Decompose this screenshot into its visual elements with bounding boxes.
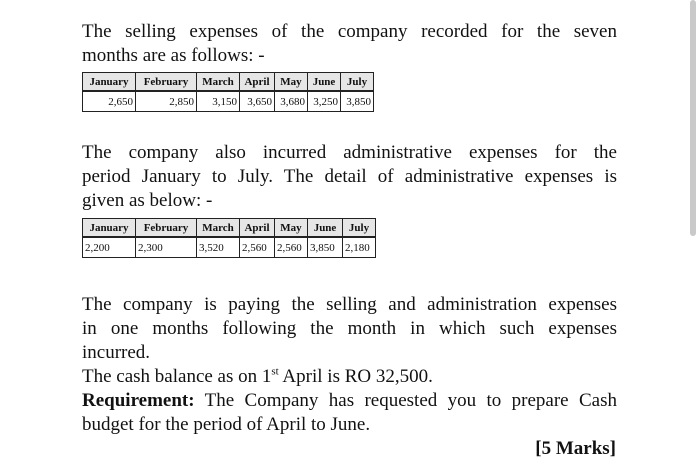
admin-expenses-table bbox=[82, 218, 376, 258]
admin-line-1: The company also incurred administrative expenses for the bbox=[82, 142, 617, 163]
header-may: May bbox=[275, 219, 308, 238]
header-april: April bbox=[240, 219, 275, 238]
cell-june: 3,850 bbox=[308, 237, 343, 258]
header-january: January bbox=[83, 73, 136, 92]
header-april: April bbox=[240, 73, 275, 92]
selling-expenses-intro bbox=[82, 20, 617, 68]
cell-may: 3,680 bbox=[275, 91, 308, 112]
cell-february: 2,850 bbox=[136, 91, 197, 112]
header-march: March bbox=[197, 219, 240, 238]
cell-june: 3,250 bbox=[308, 91, 341, 112]
header-july: July bbox=[341, 73, 374, 92]
scrollbar[interactable] bbox=[690, 0, 696, 236]
header-january: January bbox=[83, 219, 136, 238]
requirement-line-1 bbox=[82, 389, 617, 413]
payment-line-1: The company is paying the selling and administration expenses bbox=[82, 294, 617, 315]
marks-label: [5 Marks] bbox=[535, 438, 616, 459]
cash-balance-suffix: April is RO 32,500. bbox=[278, 366, 433, 387]
header-june: June bbox=[308, 219, 343, 238]
table-header-row bbox=[83, 73, 374, 92]
intro-line-2: months are as follows: - bbox=[82, 45, 265, 66]
payment-line-2: in one months following the month in which such expenses bbox=[82, 318, 617, 339]
table-header-row bbox=[83, 219, 376, 238]
cell-march: 3,150 bbox=[197, 91, 240, 112]
table-row bbox=[83, 237, 376, 258]
payment-terms bbox=[82, 293, 617, 437]
cell-may: 2,560 bbox=[275, 237, 308, 258]
admin-line-2: period January to July. The detail of administrative expenses is bbox=[82, 166, 617, 187]
selling-expenses-table bbox=[82, 72, 374, 112]
cell-july: 2,180 bbox=[343, 237, 376, 258]
header-june: June bbox=[308, 73, 341, 92]
cash-balance-prefix: The cash balance as on 1 bbox=[82, 366, 272, 387]
requirement-line-2: budget for the period of April to June. bbox=[82, 414, 371, 435]
header-may: May bbox=[275, 73, 308, 92]
header-february: February bbox=[136, 73, 197, 92]
cell-january: 2,200 bbox=[83, 237, 136, 258]
cash-balance-sup: st bbox=[271, 365, 279, 378]
requirement-text-1: The Company has requested you to prepare Cash bbox=[194, 390, 617, 411]
cell-july: 3,850 bbox=[341, 91, 374, 112]
intro-line-1: The selling expenses of the company recorded for the seven bbox=[82, 21, 617, 42]
payment-line-3: incurred. bbox=[82, 342, 151, 363]
header-february: February bbox=[136, 219, 197, 238]
requirement-label: Requirement: bbox=[82, 390, 195, 411]
header-july: July bbox=[343, 219, 376, 238]
cash-balance-line bbox=[82, 365, 617, 389]
admin-expenses-intro bbox=[82, 141, 617, 213]
cell-april: 3,650 bbox=[240, 91, 275, 112]
header-march: March bbox=[197, 73, 240, 92]
cell-february: 2,300 bbox=[136, 237, 197, 258]
admin-line-3: given as below: - bbox=[82, 190, 213, 211]
table-row bbox=[83, 91, 374, 112]
cell-january: 2,650 bbox=[83, 91, 136, 112]
cell-april: 2,560 bbox=[240, 237, 275, 258]
cell-march: 3,520 bbox=[197, 237, 240, 258]
